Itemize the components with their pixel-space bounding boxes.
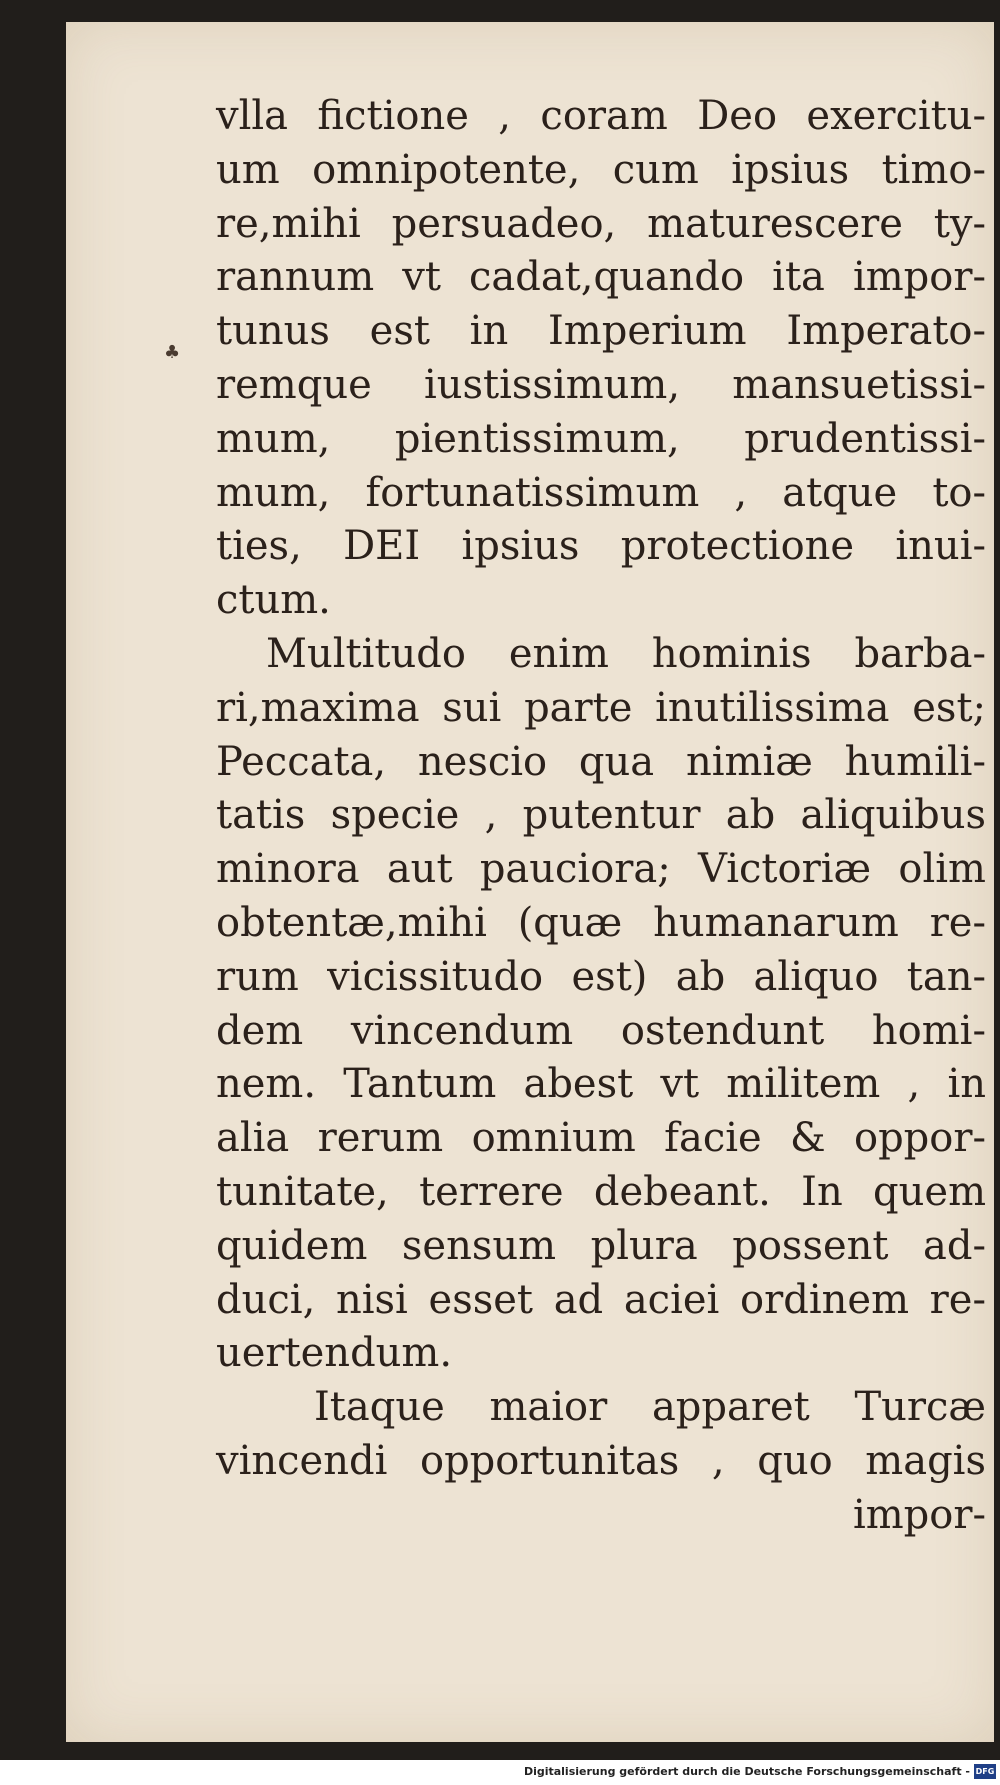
marginal-mark: ♣ [164,342,181,363]
text-line: tunus est in Imperium Imperato- [216,308,986,355]
text-line: ties, DEI ipsius protectione inui- [216,523,986,570]
text-line: remque iustissimum, mansuetissi- [216,361,986,408]
text-line: ri,maxima sui parte inutilissima est; [216,684,986,731]
footer-strip [0,1760,1000,1785]
text-line: vlla fictione , coram Deo exercitu- [216,93,986,139]
text-line: re,mihi persuadeo, maturescere ty- [216,200,986,247]
dfg-logo: DFG [974,1764,996,1779]
text-line: quidem sensum plura possent ad- [216,1222,986,1269]
text-line: nem. Tantum abest vt militem , in [216,1061,986,1108]
text-line: mum, fortunatissimum , atque to- [216,469,986,516]
footer-credit: Digitalisierung gefördert durch die Deutsche Forschungsgemeinschaft - [523,1765,970,1778]
text-line: rum vicissitudo est) ab aliquo tan- [216,953,986,1000]
text-line: tunitate, terrere debeant. In quem [216,1168,986,1215]
text-line: duci, nisi esset ad aciei ordinem re- [216,1276,986,1323]
text-line: Itaque maior apparet Turcæ [314,1384,986,1431]
text-line: tatis specie , putentur ab aliquibus [216,792,986,839]
text-line: vincendi opportunitas , quo magis [216,1437,986,1484]
text-line: Peccata, nescio qua nimiæ humili- [216,738,986,785]
text-line: alia rerum omnium facie & oppor- [216,1115,986,1162]
page-text [216,90,986,1543]
text-line: Multitudo enim hominis barba- [266,630,986,677]
text-line: uertendum. [216,1330,453,1377]
text-line: obtentæ,mihi (quæ humanarum re- [216,899,986,946]
text-line: ctum. [216,577,331,624]
text-line: mum, pientissimum, prudentissi- [216,415,986,462]
text-line: dem vincendum ostendunt homi- [216,1007,986,1054]
catchword: impor- [852,1491,986,1538]
text-line: minora aut pauciora; Victoriæ olim [216,846,986,893]
text-line: rannum vt cadat,quando ita impor- [216,254,986,301]
text-line: um omnipotente, cum ipsius timo- [216,146,986,193]
